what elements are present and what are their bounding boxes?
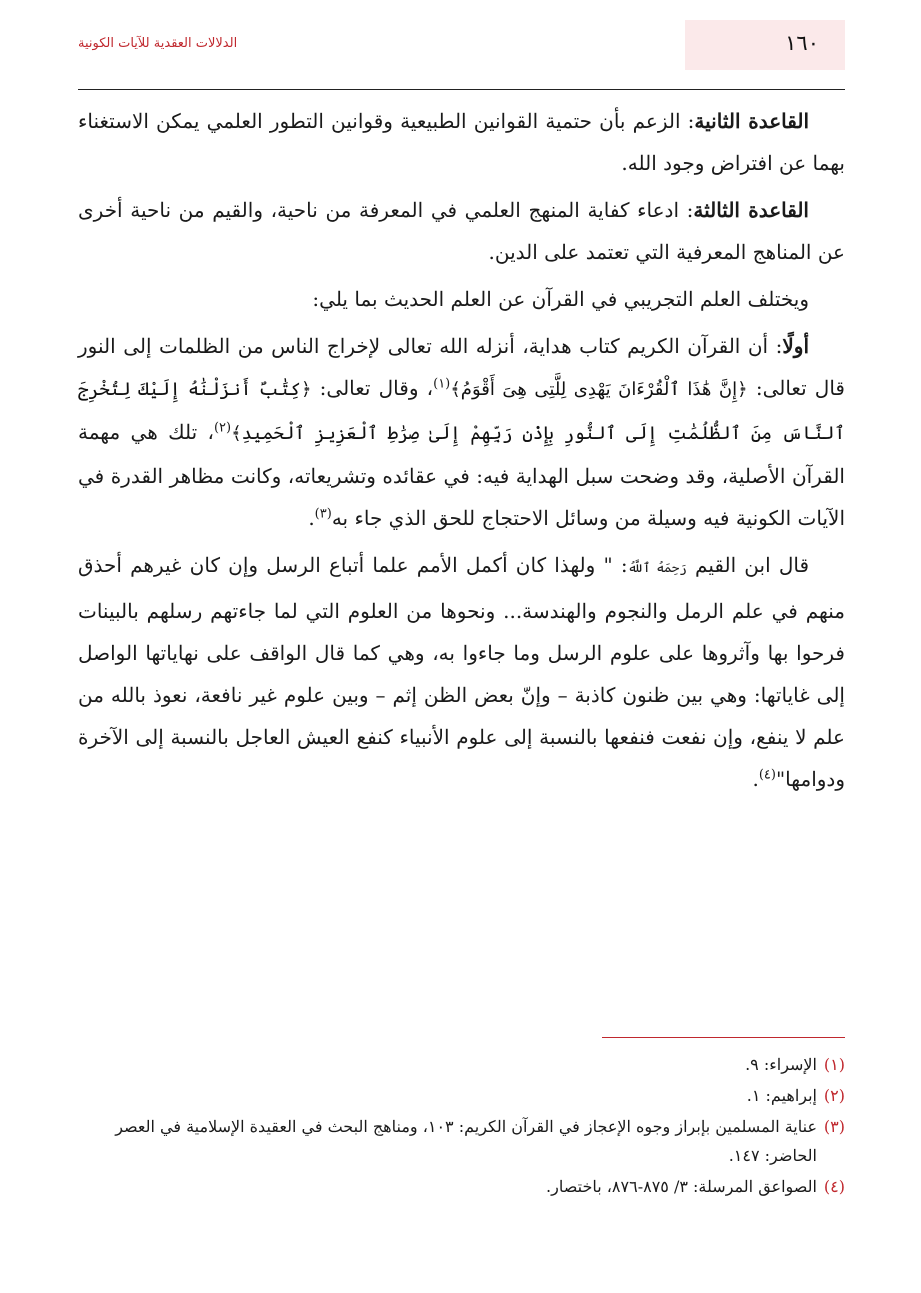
paragraph-text: ، وقال تعالى: xyxy=(311,376,434,400)
paragraph-lead: القاعدة الثانية xyxy=(694,109,810,133)
footnote-marker[interactable]: (٤) xyxy=(758,767,776,783)
footnote-text: الصواعق المرسلة: ٣/ ٨٧٥-٨٧٦، باختصار. xyxy=(546,1177,817,1196)
paragraph-lead: أولًا xyxy=(782,334,809,358)
page-header xyxy=(78,20,845,70)
paragraph-text: : الزعم بأن حتمية القوانين الطبيعية وقوانين التطور العلمي يمكن الاستغناء بهما عن افتراض وجود الله. xyxy=(78,109,845,175)
running-title-bar xyxy=(78,20,685,70)
quran-verse: ﴿كِتَٰبٌ أَنزَلْنَٰهُ إِلَيْكَ لِتُخْرِجَ ٱلنَّاسَ مِنَ ٱلظُّلُمَٰتِ إِلَى ٱلنُّورِ بِإِذْنِ رَبِّهِمْ إِلَىٰ صِرَٰطِ ٱلْعَزِيزِ ٱلْحَمِيدِ﴾ xyxy=(78,379,845,444)
paragraph-text: ويختلف العلم التجريبي في القرآن عن العلم الحديث بما يلي: xyxy=(312,287,809,311)
paragraph-lead: القاعدة الثالثة xyxy=(693,198,809,222)
footnote-item xyxy=(78,1081,845,1110)
paragraph-text: ، تلك هي مهمة القرآن الأصلية، وقد وضحت سبل الهداية فيه: في عقائده وتشريعاته، وكانت مظاهر القدرة في الآيات الكونية فيه وسيلة من وسائل الاحتجاج للحق الذي جاء به xyxy=(78,420,845,530)
quran-verse: ﴿إِنَّ هَٰذَا ٱلْقُرْءَانَ يَهْدِى لِلَّتِى هِىَ أَقْوَمُ﴾ xyxy=(450,379,748,400)
footnote-item xyxy=(78,1172,845,1201)
header-divider xyxy=(78,89,845,90)
footnotes xyxy=(78,1050,845,1203)
footnote-text: إبراهيم: ١. xyxy=(746,1086,817,1105)
footnote-marker[interactable]: (١) xyxy=(433,376,451,392)
paragraph-ibn-alqayyim-quote xyxy=(78,544,845,800)
footnote-item xyxy=(78,1112,845,1170)
footnote-marker[interactable]: (٢) xyxy=(213,420,232,436)
main-text xyxy=(78,100,845,800)
paragraph-text: . xyxy=(752,767,759,791)
footnote-text: الإسراء: ٩. xyxy=(745,1055,817,1074)
footnote-number: (٣) xyxy=(823,1117,845,1136)
paragraph-first-point xyxy=(78,325,845,539)
page-number: ١٦٠ xyxy=(785,31,819,55)
footnote-number: (٤) xyxy=(823,1177,845,1196)
paragraph-text: : ادعاء كفاية المنهج العلمي في المعرفة من ناحية، والقيم من ناحية أخرى عن المناهج المعرفية التي تعتمد على الدين. xyxy=(78,198,845,264)
paragraph-text: . xyxy=(308,506,315,530)
footnote-number: (١) xyxy=(823,1055,845,1074)
paragraph-rule-three xyxy=(78,189,845,273)
paragraph-intro-differences xyxy=(78,278,845,320)
footnote-marker[interactable]: (٣) xyxy=(314,506,332,522)
paragraph-text: : أن القرآن الكريم كتاب هداية، أنزله الله تعالى لإخراج الناس من الظلمات إلى النور قال تعالى: xyxy=(78,334,845,400)
page-number-box xyxy=(685,20,845,70)
footnote-text: عناية المسلمين بإبراز وجوه الإعجاز في القرآن الكريم: ١٠٣، ومناهج البحث في العقيدة الإسلامية في العصر الحاضر: ١٤٧. xyxy=(115,1117,817,1165)
paragraph-text: قال ابن القيم xyxy=(686,553,810,577)
honorific-ligature: رَحِمَهُ ٱللَّهُ xyxy=(627,561,687,576)
footnote-item xyxy=(78,1050,845,1079)
footnote-divider xyxy=(602,1037,845,1038)
running-title: الدلالات العقدية للآيات الكونية xyxy=(78,36,238,51)
paragraph-rule-two xyxy=(78,100,845,184)
footnote-number: (٢) xyxy=(823,1086,845,1105)
paragraph-text: : " ولهذا كان أكمل الأمم علما أتباع الرسل وإن كان غيرهم أحذق منهم في علم الرمل والنجوم والهندسة... ونحوها من العلوم التي لما جاءتهم رسلهم بالبينات فرحوا بها وآثروها على علوم الرسل وما جاءوا به، وهي كما قال الواقف على نهاياتها الواصل إلى غاياتها: وهي بين ظنون كاذبة – وإنّ بعض الظن إثم – وبين علوم غير نافعة، نعوذ بالله من علم لا ينفع، وإن نفعت فنفعها بالنسبة إلى علوم الأنبياء كنفع العيش العاجل بالنسبة إلى الآخرة ودوامها" xyxy=(78,553,845,791)
